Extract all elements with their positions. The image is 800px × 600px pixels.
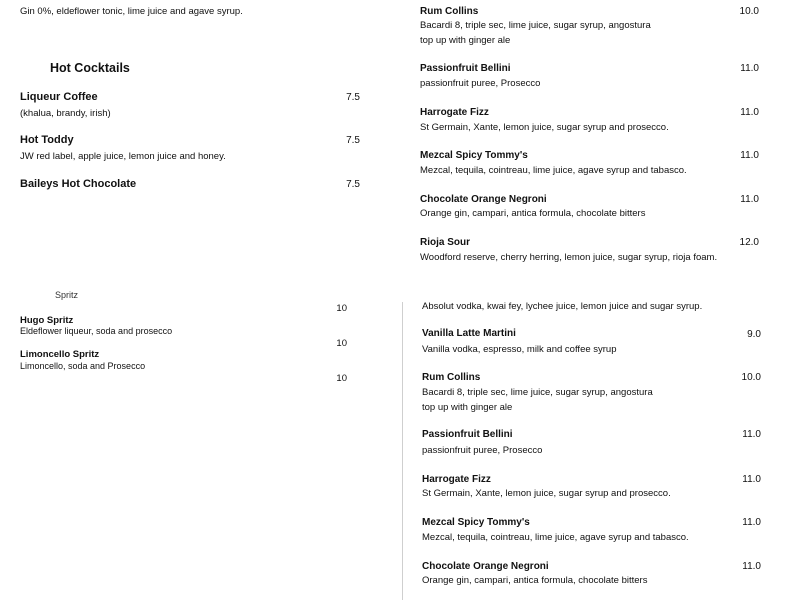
item-name-limoncello-spritz: Limoncello Spritz [20,349,100,360]
item-price-passionfruit-bellini: 11.0 [740,63,759,74]
item-desc-chocolate-orange-negroni: Orange gin, campari, antica formula, chocolate bitters [420,208,646,219]
item-price-harrogate-fizz-2: 11.0 [742,474,761,485]
clipped-header-text: Spritz [55,290,79,300]
item-desc-rum-collins-2: Bacardi 8, triple sec, lime juice, sugar syrup, angostura [422,387,653,398]
item-price-vanilla-latte-martini: 9.0 [747,329,761,340]
item-name-rum-collins-2: Rum Collins [422,372,481,383]
item-desc-vanilla-latte-martini: Vanilla vodka, espresso, milk and coffee syrup [422,344,617,355]
spritz-price-1: 10 [336,303,347,314]
item-name-vanilla-latte-martini: Vanilla Latte Martini [422,328,516,339]
item-name-rum-collins: Rum Collins [420,6,479,17]
item-name-chocolate-orange-negroni: Chocolate Orange Negroni [420,194,547,205]
item-price-chocolate-orange-negroni: 11.0 [740,194,759,205]
item-name-baileys-hot-chocolate: Baileys Hot Chocolate [20,178,137,190]
item-name-mezcal-spicy-tommys-2: Mezcal Spicy Tommy's [422,517,530,528]
item-desc2-rum-collins: top up with ginger ale [420,35,511,46]
item-name-mezcal-spicy-tommys: Mezcal Spicy Tommy's [420,150,528,161]
item-desc-hot-toddy: JW red label, apple juice, lemon juice and honey. [20,151,226,162]
item-desc-hugo-spritz: Eldeflower liqueur, soda and prosecco [20,326,173,336]
item-name-chocolate-orange-negroni-2: Chocolate Orange Negroni [422,561,549,572]
item-name-hot-toddy: Hot Toddy [20,134,74,146]
item-desc-mezcal-spicy-tommys-2: Mezcal, tequila, cointreau, lime juice, agave syrup and tabasco. [422,532,689,543]
item-desc-passionfruit-bellini: passionfruit puree, Prosecco [420,78,541,89]
item-price-rum-collins-2: 10.0 [741,372,761,383]
item-desc-rioja-sour: Woodford reserve, cherry herring, lemon juice, sugar syrup, rioja foam. [420,252,718,263]
item-desc-harrogate-fizz-2: St Germain, Xante, lemon juice, sugar syrup and prosecco. [422,488,671,499]
item-price-chocolate-orange-negroni-2: 11.0 [742,561,761,572]
item-desc-liqueur-coffee: (khalua, brandy, irish) [20,108,111,119]
item-name-harrogate-fizz-2: Harrogate Fizz [422,474,491,485]
item-desc-harrogate-fizz: St Germain, Xante, lemon juice, sugar syrup and prosecco. [420,122,669,133]
item-name-liqueur-coffee: Liqueur Coffee [20,91,98,103]
spritz-price-3: 10 [336,373,347,384]
item-desc-passionfruit-bellini-2: passionfruit puree, Prosecco [422,445,543,456]
item-name-passionfruit-bellini-2: Passionfruit Bellini [422,429,513,440]
item-desc2-rum-collins-2: top up with ginger ale [422,402,513,413]
section-heading-hot-cocktails: Hot Cocktails [50,61,130,75]
item-price-rioja-sour: 12.0 [739,237,759,248]
item-desc-chocolate-orange-negroni-2: Orange gin, campari, antica formula, chocolate bitters [422,575,648,586]
item-price-passionfruit-bellini-2: 11.0 [742,429,761,440]
item-price-hot-toddy: 7.5 [346,135,360,146]
item-desc-mezcal-spicy-tommys: Mezcal, tequila, cointreau, lime juice, agave syrup and tabasco. [420,165,687,176]
item-name-harrogate-fizz: Harrogate Fizz [420,107,489,118]
item-price-mezcal-spicy-tommys-2: 11.0 [742,517,761,528]
intro-text: Gin 0%, eldeflower tonic, lime juice and agave syrup. [20,6,243,17]
item-price-liqueur-coffee: 7.5 [346,92,360,103]
item-price-mezcal-spicy-tommys: 11.0 [740,150,759,161]
item-desc-rum-collins: Bacardi 8, triple sec, lime juice, sugar syrup, angostura [420,20,651,31]
item-name-passionfruit-bellini: Passionfruit Bellini [420,63,511,74]
intro-text-2: Absolut vodka, kwai fey, lychee juice, lemon juice and sugar syrup. [422,301,703,312]
item-price-rum-collins: 10.0 [739,6,759,17]
item-desc-limoncello-spritz: Limoncello, soda and Prosecco [20,361,146,371]
clipped-header [40,290,240,301]
item-name-rioja-sour: Rioja Sour [420,237,471,248]
page-divider [402,302,403,600]
item-price-harrogate-fizz: 11.0 [740,107,759,118]
spritz-price-2: 10 [336,338,347,349]
item-name-hugo-spritz: Hugo Spritz [20,315,74,326]
item-price-baileys-hot-chocolate: 7.5 [346,179,360,190]
